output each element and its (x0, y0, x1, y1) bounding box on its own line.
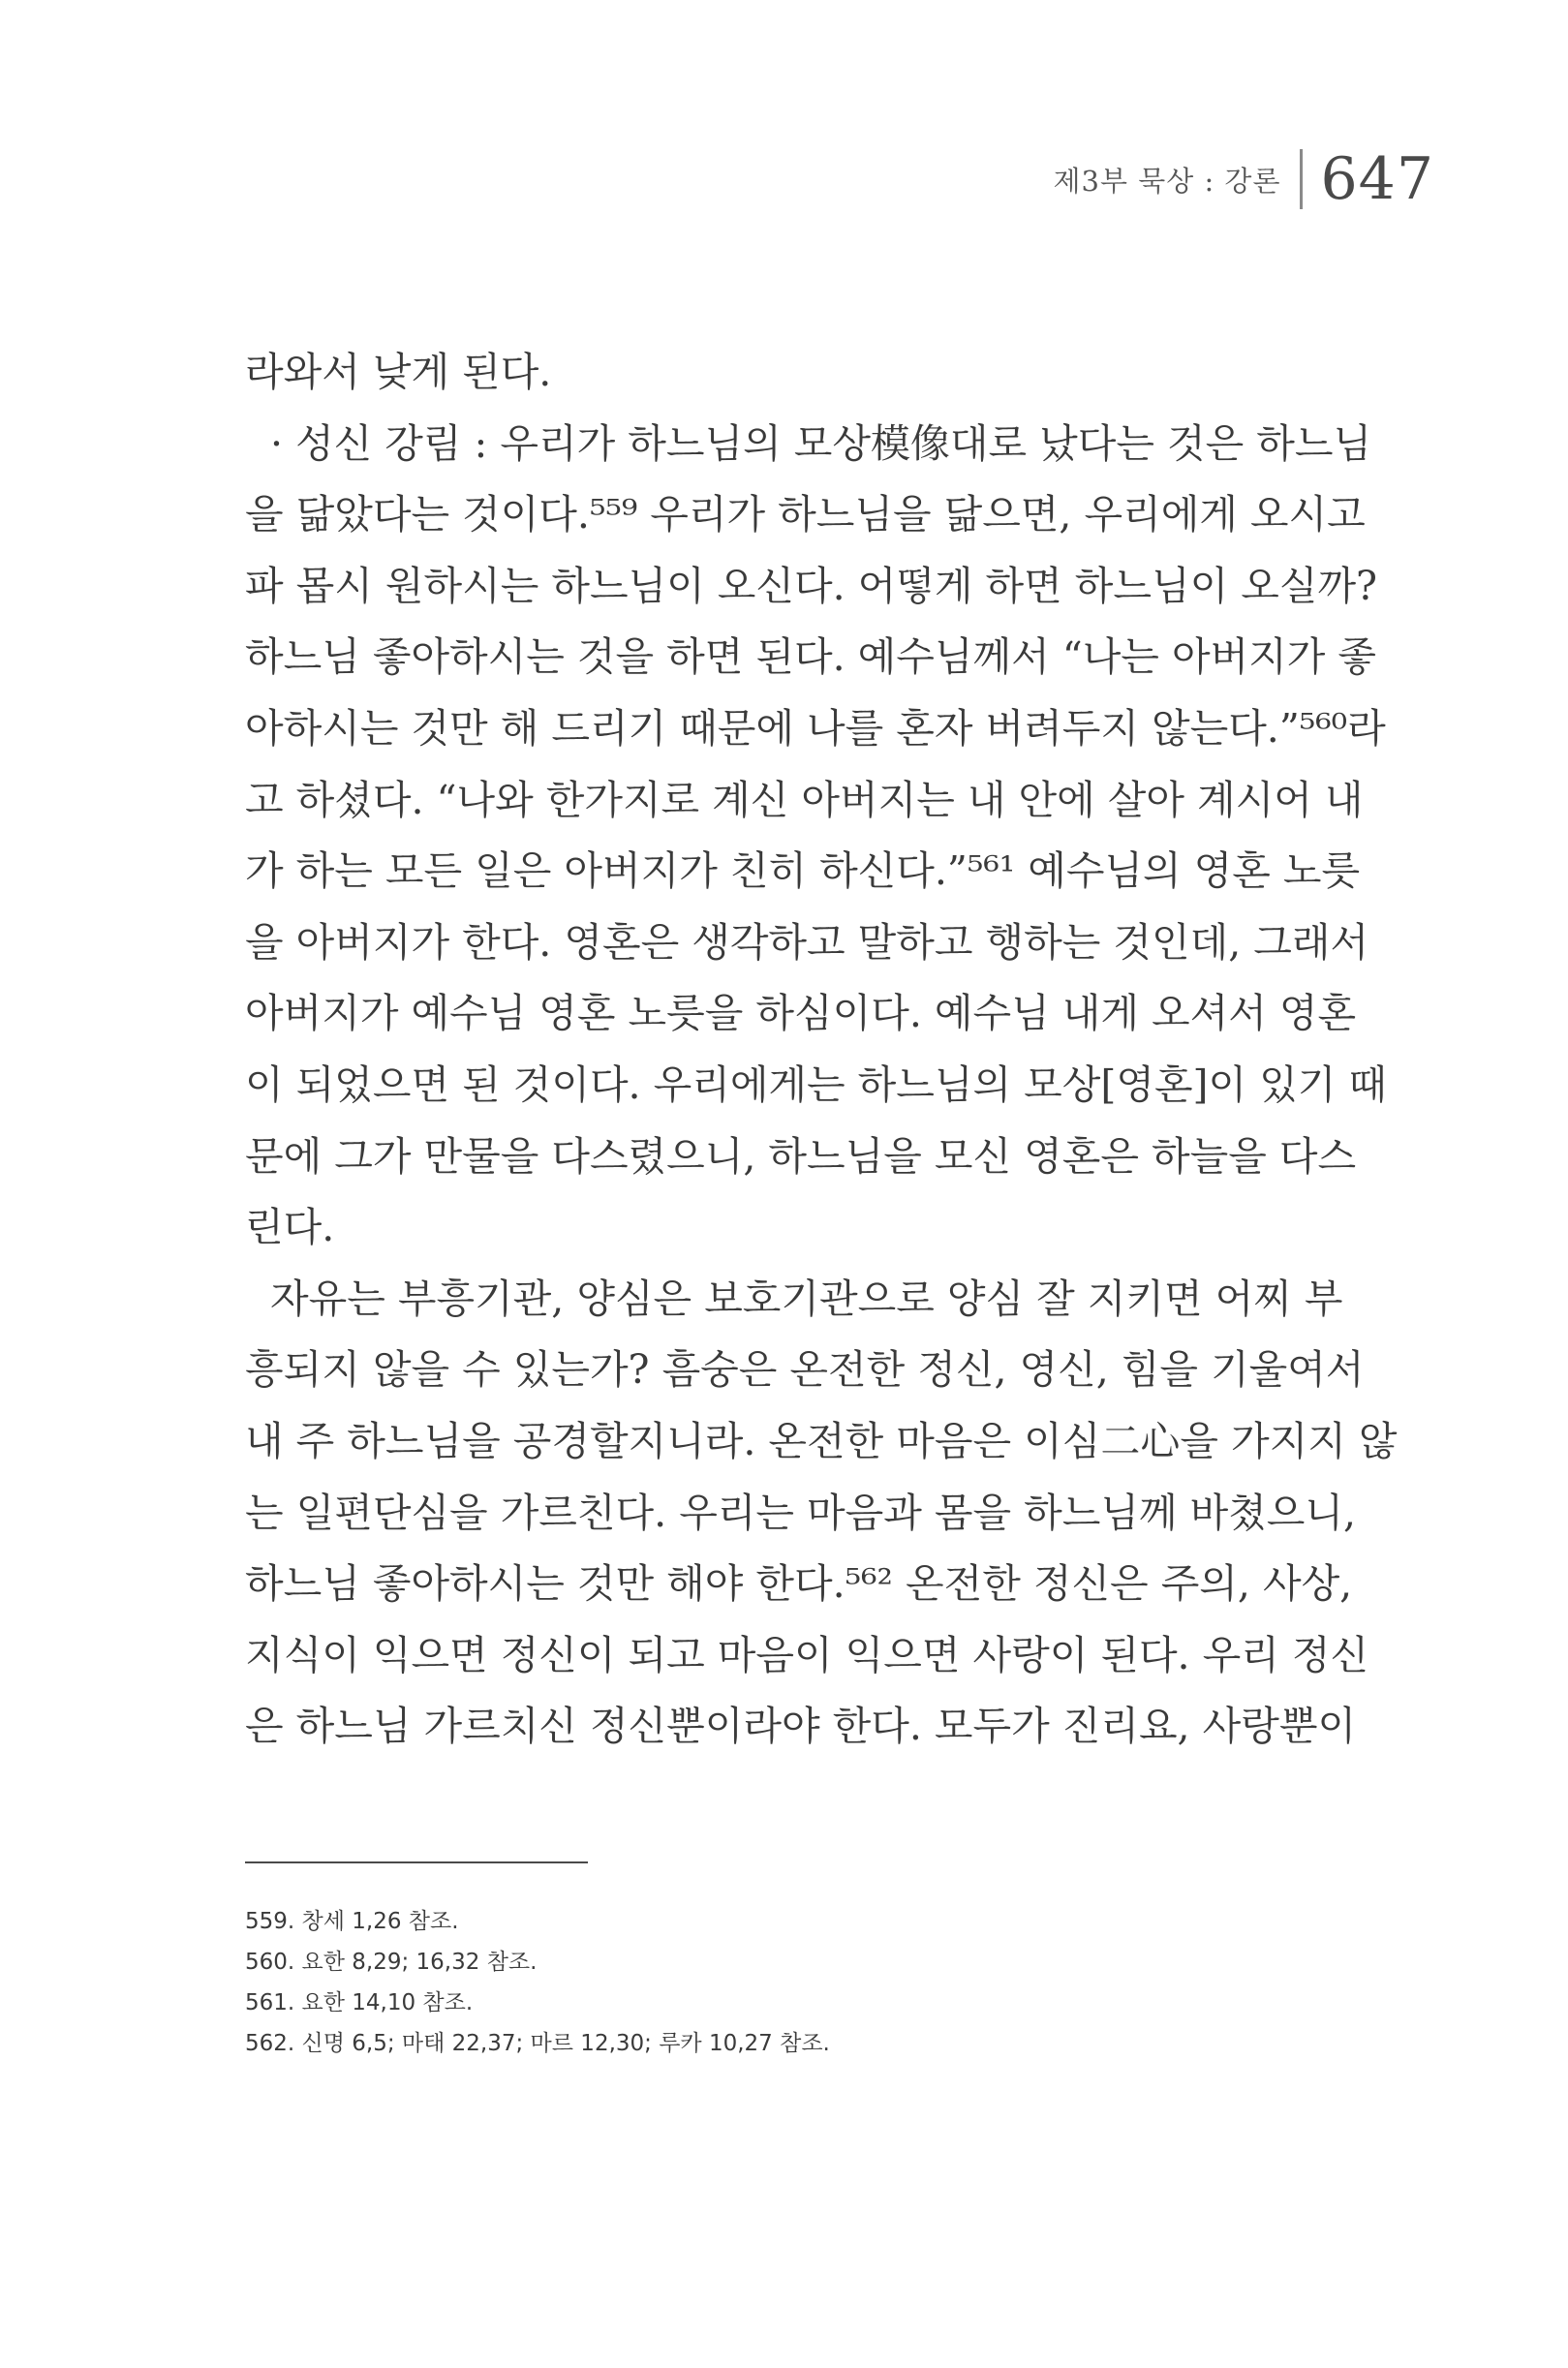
body-line: 라와서 낮게 된다. (245, 349, 552, 395)
footnote: 562. 신명 6,5; 마태 22,37; 마르 12,30; 루카 10,27 참조. (245, 2031, 830, 2056)
section-title: 제3부 묵상 : 강론 (1053, 164, 1281, 198)
body-line: 하느님 좋아하시는 것만 해야 한다.⁵⁶² 온전한 정신은 주의, 사상, (245, 1560, 1353, 1608)
footnotes (245, 1901, 830, 2064)
footnote: 560. 요한 8,29; 16,32 참조. (245, 1950, 538, 1975)
body-line: 고 하셨다. “나와 한가지로 계신 아버지는 내 안에 살아 계시어 내 (245, 776, 1364, 823)
footnote-divider (245, 1861, 588, 1863)
body-line: 하느님 좋아하시는 것을 하면 된다. 예수님께서 “나는 아버지가 좋 (245, 633, 1377, 681)
body-text (245, 337, 1398, 1763)
footnote: 561. 요한 14,10 참조. (245, 1990, 474, 2015)
body-line: 는 일편단심을 가르친다. 우리는 마음과 몸을 하느님께 바쳤으니, (245, 1489, 1357, 1536)
body-line: 문에 그가 만물을 다스렸으니, 하느님을 모신 영혼은 하늘을 다스 (245, 1132, 1357, 1180)
page-number: 647 (1320, 145, 1434, 213)
body-line: 이 되었으면 된 것이다. 우리에게는 하느님의 모상[영혼]이 있기 때 (245, 1061, 1388, 1108)
body-line: 가 하는 모든 일은 아버지가 친히 하신다.”⁵⁶¹ 예수님의 영혼 노릇 (245, 847, 1361, 895)
body-line: 아하시는 것만 해 드리기 때문에 나를 혼자 버려두지 않는다.”⁵⁶⁰라 (245, 704, 1386, 752)
body-line: 흥되지 않을 수 있는가? 흠숭은 온전한 정신, 영신, 힘을 기울여서 (245, 1346, 1365, 1394)
body-line: 아버지가 예수님 영혼 노릇을 하심이다. 예수님 내게 오셔서 영혼 (245, 990, 1357, 1037)
header-divider (1300, 149, 1303, 209)
body-line: 을 아버지가 한다. 영혼은 생각하고 말하고 행하는 것인데, 그래서 (245, 918, 1369, 966)
body-line: 을 닮았다는 것이다.⁵⁵⁹ 우리가 하느님을 닮으면, 우리에게 오시고 (245, 491, 1366, 538)
running-header (1054, 145, 1435, 213)
body-line: · 성신 강림 : 우리가 하느님의 모상模像대로 났다는 것은 하느님 (270, 419, 1372, 467)
body-line: 파 몹시 원하시는 하느님이 오신다. 어떻게 하면 하느님이 오실까? (245, 562, 1378, 609)
body-line: 내 주 하느님을 공경할지니라. 온전한 마음은 이심二心을 가지지 않 (245, 1417, 1398, 1464)
body-line: 자유는 부흥기관, 양심은 보호기관으로 양심 잘 지키면 어찌 부 (270, 1275, 1343, 1322)
body-line: 지식이 익으면 정신이 되고 마음이 익으면 사랑이 된다. 우리 정신 (245, 1631, 1369, 1678)
body-line: 린다. (245, 1204, 335, 1251)
body-line: 은 하느님 가르치신 정신뿐이라야 한다. 모두가 진리요, 사랑뿐이 (245, 1703, 1357, 1750)
footnote: 559. 창세 1,26 참조. (245, 1909, 459, 1934)
